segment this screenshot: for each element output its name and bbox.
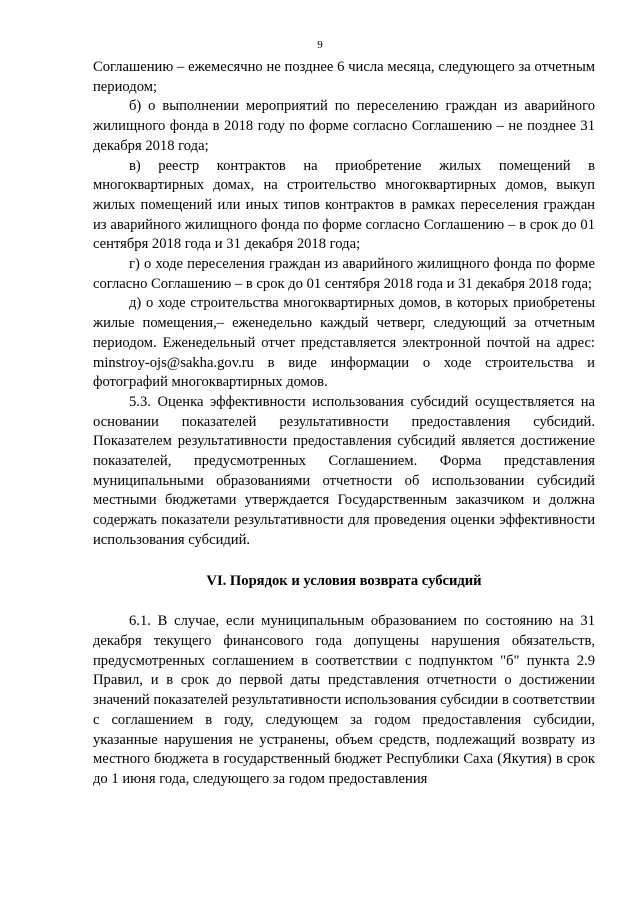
paragraph-6-1: 6.1. В случае, если муниципальным образованием по состоянию на 31 декабря текущего финансового года допущены нарушения обязательств, предусмотренных соглашением в соответствии с подпунктом "б" пункта 2.9 Правил, и в срок до первой даты представления отчетности о достижении значений показателей результативности использования субсидии в соответствии с соглашением в году, следующем за годом предоставления субсидии, указанные нарушения не устранены, объем средств, подлежащий возврату из местного бюджета в государственный бюджет Республики Саха (Якутия) в срок до 1 июня года, следующего за годом предоставления xyxy=(93,613,595,787)
paragraph-item-b: б) о выполнении мероприятий по переселению граждан из аварийного жилищного фонда в 2018 году по форме согласно Соглашению – не позднее 31 декабря 2018 года; xyxy=(93,98,595,154)
document-body xyxy=(93,58,595,790)
paragraph-continuation: Соглашению – ежемесячно не позднее 6 числа месяца, следующего за отчетным периодом; xyxy=(93,59,595,95)
paragraph-5-3: 5.3. Оценка эффективности использования субсидий осуществляется на основании показателей результативности предоставления субсидий. Показателем результативности предоставления субсидий является достижение показателей, предусмотренных Соглашением. Форма представления муниципальными образованиями отчетности об использовании субсидий местными бюджетами утверждается Государственным заказчиком и должна содержать показатели результативности для проведения оценки эффективности использования субсидий. xyxy=(93,393,595,548)
section-title: VI. Порядок и условия возврата субсидий xyxy=(206,572,482,589)
paragraph-item-v: в) реестр контрактов на приобретение жилых помещений в многоквартирных домах, на строительство многоквартирных домов, выкуп жилых помещений или иных типов контрактов в рамках переселения граждан из аварийного жилищного фонда по форме согласно Соглашению – в срок до 01 сентября 2018 года и 31 декабря 2018 года; xyxy=(93,157,595,253)
page-number: 9 xyxy=(317,39,323,51)
paragraph-item-d: д) о ходе строительства многоквартирных домов, в которых приобретены жилые помещения,– еженедельно каждый четверг, следующий за отчетным периодом. Еженедельный отчет представляется электронной почтой на адрес: minstroy-ojs@sakha.gov.ru в виде информации о ходе строительства и фотографий многоквартирных домов. xyxy=(93,295,595,391)
paragraph-item-g: г) о ходе переселения граждан из аварийного жилищного фонда по форме согласно Соглашению – в срок до 01 сентября 2018 года и 31 декабря 2018 года; xyxy=(93,256,595,292)
